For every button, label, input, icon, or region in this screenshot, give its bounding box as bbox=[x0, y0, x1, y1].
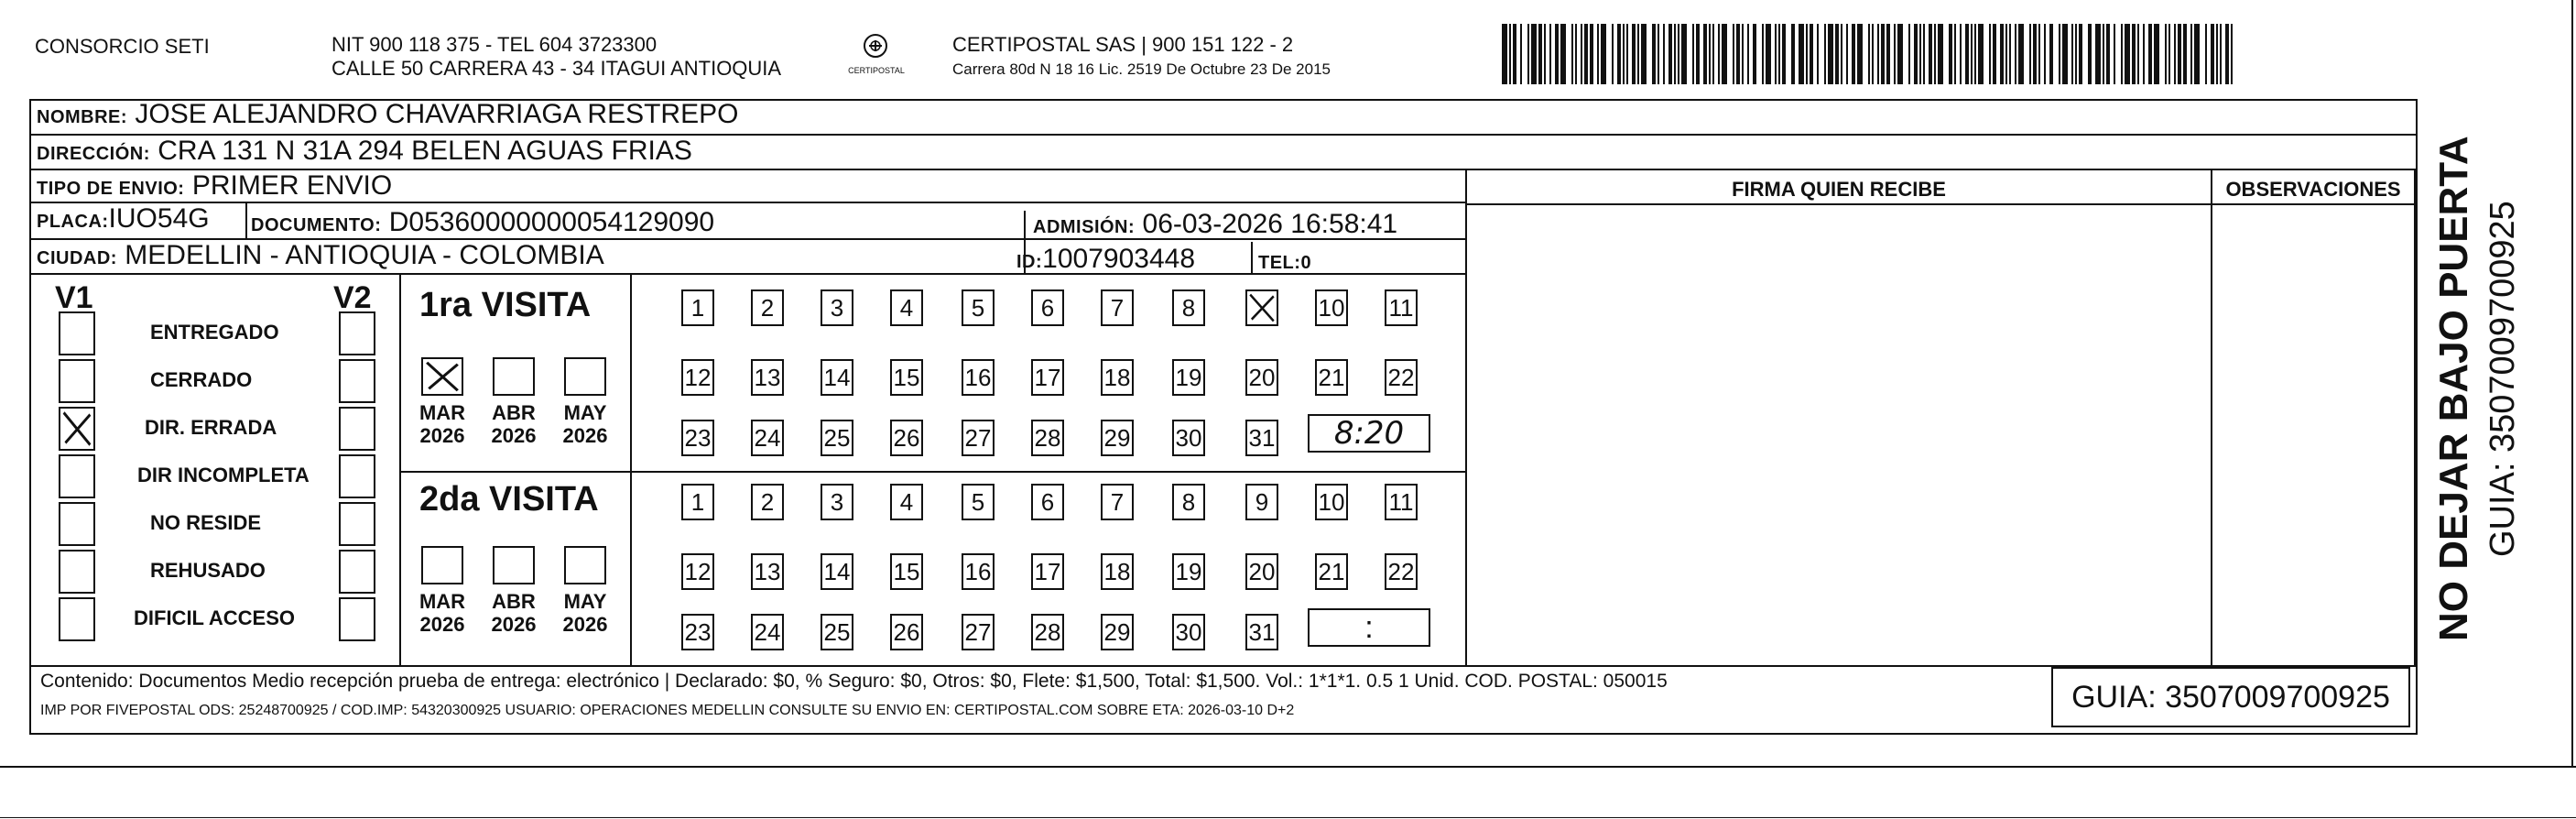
barcode-bar bbox=[2125, 24, 2130, 84]
barcode-bar bbox=[1965, 24, 1969, 84]
day-box[interactable]: 23 bbox=[681, 420, 714, 456]
barcode-bar bbox=[1960, 24, 1962, 84]
day-box[interactable]: 28 bbox=[1031, 614, 1064, 650]
day-box[interactable]: 26 bbox=[890, 420, 923, 456]
v1-checkbox[interactable] bbox=[59, 407, 95, 451]
barcode-bar bbox=[1597, 24, 1599, 84]
barcode-bar bbox=[1877, 24, 1879, 84]
barcode-bar bbox=[1668, 24, 1672, 84]
nombre-label: NOMBRE: bbox=[37, 107, 128, 127]
id-value: 1007903448 bbox=[1042, 244, 1196, 274]
day-box[interactable]: 27 bbox=[962, 420, 995, 456]
tel-label: TEL: bbox=[1258, 253, 1301, 273]
barcode-bar bbox=[2000, 24, 2004, 84]
day-box[interactable]: 10 bbox=[1315, 289, 1348, 326]
v2-checkbox[interactable] bbox=[339, 550, 375, 594]
barcode-bar bbox=[1766, 24, 1771, 84]
barcode-bar bbox=[2121, 24, 2123, 84]
barcode-bar bbox=[1923, 24, 1925, 84]
admision-cell bbox=[1033, 209, 1397, 243]
barcode-bar bbox=[2205, 24, 2207, 84]
v1-header: V1 bbox=[55, 280, 93, 315]
direccion-row bbox=[29, 136, 2418, 170]
v2-checkbox[interactable] bbox=[339, 407, 375, 451]
month-name: MAR bbox=[418, 401, 466, 424]
barcode-bar bbox=[1949, 24, 1952, 84]
admision-label: ADMISIÓN: bbox=[1033, 217, 1136, 237]
tel-value: 0 bbox=[1300, 253, 1312, 273]
address-line: CALLE 50 CARRERA 43 - 34 ITAGUI ANTIOQUIA bbox=[332, 57, 782, 80]
visit2-time-value: : bbox=[1364, 610, 1374, 645]
barcode-bar bbox=[2194, 24, 2200, 84]
divider bbox=[399, 471, 1467, 473]
certipostal-line: CERTIPOSTAL SAS | 900 151 122 - 2 bbox=[952, 33, 1294, 56]
id-label: ID: bbox=[1016, 252, 1043, 272]
day-box[interactable]: 19 bbox=[1172, 553, 1205, 590]
barcode-bar bbox=[1914, 24, 1918, 84]
day-box[interactable] bbox=[1245, 289, 1278, 326]
barcode-bar bbox=[1513, 24, 1516, 84]
day-box[interactable]: 18 bbox=[1101, 359, 1134, 396]
month-year: 2026 bbox=[562, 424, 608, 447]
barcode-bar bbox=[1581, 24, 1582, 84]
barcode-bar bbox=[2216, 24, 2218, 84]
barcode-bar bbox=[1993, 24, 1996, 84]
admision-value: 06-03-2026 16:58:41 bbox=[1142, 209, 1398, 239]
barcode-bar bbox=[1652, 24, 1656, 84]
day-box[interactable]: 4 bbox=[890, 484, 923, 520]
barcode-bar bbox=[2114, 24, 2115, 84]
day-box[interactable]: 3 bbox=[821, 289, 853, 326]
barcode-bar bbox=[2148, 24, 2152, 84]
barcode-bar bbox=[1718, 24, 1720, 84]
day-box[interactable]: 2 bbox=[751, 289, 784, 326]
day-box[interactable]: 24 bbox=[751, 420, 784, 456]
page-edge bbox=[0, 766, 2576, 768]
company-name: CONSORCIO SETI bbox=[35, 35, 210, 58]
barcode-bar bbox=[2143, 24, 2145, 84]
month-label bbox=[412, 401, 473, 447]
day-box[interactable]: 23 bbox=[681, 614, 714, 650]
day-box[interactable]: 24 bbox=[751, 614, 784, 650]
day-box[interactable]: 15 bbox=[890, 359, 923, 396]
barcode-bar bbox=[1709, 24, 1711, 84]
id-cell bbox=[1016, 244, 1195, 278]
divider bbox=[245, 203, 247, 240]
visit2-time[interactable] bbox=[1308, 608, 1430, 647]
barcode-bar bbox=[2165, 24, 2167, 84]
barcode-bar bbox=[1908, 24, 1910, 84]
barcode-bar bbox=[1590, 24, 1593, 84]
barcode-bar bbox=[1974, 24, 1976, 84]
barcode-bar bbox=[1824, 24, 1826, 84]
month-label bbox=[555, 590, 615, 636]
day-box[interactable]: 16 bbox=[962, 553, 995, 590]
barcode-bar bbox=[2009, 24, 2011, 84]
day-box[interactable]: 29 bbox=[1101, 420, 1134, 456]
status-label: ENTREGADO bbox=[150, 321, 279, 344]
barcode-bar bbox=[1806, 24, 1808, 84]
barcode-bar bbox=[1502, 24, 1507, 84]
month-name: MAR bbox=[418, 590, 466, 613]
contenido-text: Contenido: Documentos Medio recepción prueba de entrega: electrónico | Declarado: $0, % Seguro: $0, Otros: $0, Flete: $1,500, Total: $1,500. Vol.: 1*1*1. 0.5 1 Unid. COD. POSTAL: 050015 bbox=[40, 671, 1668, 692]
month-label bbox=[555, 401, 615, 447]
barcode-bar bbox=[1678, 24, 1679, 84]
month-year: 2026 bbox=[491, 613, 537, 636]
month-name: ABR bbox=[492, 590, 536, 613]
status-label: DIR. ERRADA bbox=[145, 416, 277, 439]
status-label: DIR INCOMPLETA bbox=[137, 464, 310, 486]
barcode-bar bbox=[1872, 24, 1874, 84]
barcode-bar bbox=[1641, 24, 1647, 84]
barcode-bar bbox=[1560, 24, 1566, 84]
barcode-bar bbox=[2225, 24, 2229, 84]
barcode-bar bbox=[1778, 24, 1780, 84]
barcode-bar bbox=[2015, 24, 2016, 84]
day-box[interactable]: 14 bbox=[821, 553, 853, 590]
barcode-bar bbox=[1681, 24, 1687, 84]
barcode-bar bbox=[1658, 24, 1659, 84]
barcode-bar bbox=[2088, 24, 2092, 84]
barcode-bar bbox=[1601, 24, 1606, 84]
barcode-bar bbox=[1527, 24, 1529, 84]
barcode-bar bbox=[1509, 24, 1511, 84]
barcode-bar bbox=[1791, 24, 1795, 84]
barcode-bar bbox=[2071, 24, 2073, 84]
ciudad-label: CIUDAD: bbox=[37, 248, 117, 268]
day-box[interactable]: 30 bbox=[1172, 420, 1205, 456]
day-box[interactable]: 6 bbox=[1031, 484, 1064, 520]
barcode-bar bbox=[1612, 24, 1614, 84]
barcode-bar bbox=[1617, 24, 1621, 84]
barcode-bar bbox=[2005, 24, 2007, 84]
divider bbox=[630, 275, 632, 471]
visit2-title: 2da VISITA bbox=[419, 480, 599, 519]
guia-box: GUIA: 3507009700925 bbox=[2051, 667, 2410, 727]
day-box[interactable]: 21 bbox=[1315, 359, 1348, 396]
day-box[interactable]: 13 bbox=[751, 553, 784, 590]
observaciones-header: OBSERVACIONES bbox=[2225, 178, 2401, 201]
v2-checkbox[interactable] bbox=[339, 597, 375, 641]
month-checkbox[interactable] bbox=[421, 546, 463, 584]
month-name: ABR bbox=[492, 401, 536, 424]
barcode-bar bbox=[2018, 24, 2024, 84]
divider bbox=[1465, 170, 1467, 665]
barcode-bar bbox=[2075, 24, 2077, 84]
month-year: 2026 bbox=[419, 613, 465, 636]
barcode-bar bbox=[1538, 24, 1542, 84]
barcode-bar bbox=[1663, 24, 1665, 84]
month-label bbox=[484, 401, 544, 447]
day-box[interactable]: 22 bbox=[1385, 359, 1418, 396]
month-name: MAY bbox=[563, 401, 607, 424]
barcode-bar bbox=[1894, 24, 1896, 84]
placa-label: PLACA: bbox=[37, 212, 109, 232]
day-box[interactable]: 18 bbox=[1101, 553, 1134, 590]
month-checkbox[interactable] bbox=[493, 546, 535, 584]
month-name: MAY bbox=[563, 590, 607, 613]
documento-label: DOCUMENTO: bbox=[251, 215, 382, 235]
barcode-bar bbox=[1674, 24, 1676, 84]
day-box[interactable]: 13 bbox=[751, 359, 784, 396]
barcode-bar bbox=[1531, 24, 1537, 84]
day-box[interactable]: 31 bbox=[1245, 420, 1278, 456]
v2-checkbox[interactable] bbox=[339, 454, 375, 498]
day-box[interactable]: 4 bbox=[890, 289, 923, 326]
month-checkbox[interactable] bbox=[493, 357, 535, 396]
barcode-bar bbox=[1868, 24, 1870, 84]
visit1-time-value: 8:20 bbox=[1333, 415, 1405, 452]
day-box[interactable]: 22 bbox=[1385, 553, 1418, 590]
day-box[interactable]: 1 bbox=[681, 484, 714, 520]
firma-header: FIRMA QUIEN RECIBE bbox=[1732, 178, 1946, 201]
imp-text: IMP POR FIVEPOSTAL ODS: 25248700925 / COD.IMP: 54320300925 USUARIO: OPERACIONES MEDELLIN CONSULTE SU ENVIO EN: CERTIPOSTAL.COM SOBRE ETA: 2026-03-10 D+2 bbox=[40, 703, 1295, 718]
page-edge bbox=[0, 817, 2576, 818]
day-box[interactable]: 6 bbox=[1031, 289, 1064, 326]
day-box[interactable]: 5 bbox=[962, 289, 995, 326]
status-label: NO RESIDE bbox=[150, 511, 262, 534]
tel-cell bbox=[1258, 246, 1311, 278]
day-box[interactable]: 21 bbox=[1315, 553, 1348, 590]
barcode-bar bbox=[1817, 24, 1819, 84]
barcode-bar bbox=[1810, 24, 1813, 84]
v1-checkbox[interactable] bbox=[59, 597, 95, 641]
day-box[interactable]: 16 bbox=[962, 359, 995, 396]
barcode-bar bbox=[1799, 24, 1804, 84]
barcode-bar bbox=[2059, 24, 2060, 84]
barcode-bar bbox=[2049, 24, 2053, 84]
day-box[interactable]: 29 bbox=[1101, 614, 1134, 650]
barcode-bar bbox=[1637, 24, 1639, 84]
direccion-label: DIRECCIÓN: bbox=[37, 144, 150, 164]
day-box[interactable]: 5 bbox=[962, 484, 995, 520]
barcode-bar bbox=[1623, 24, 1625, 84]
day-box[interactable]: 28 bbox=[1031, 420, 1064, 456]
divider bbox=[1251, 242, 1253, 275]
barcode-bar bbox=[1549, 24, 1551, 84]
tipo-value: PRIMER ENVIO bbox=[191, 170, 393, 201]
day-box[interactable]: 3 bbox=[821, 484, 853, 520]
barcode-bar bbox=[1929, 24, 1932, 84]
day-box[interactable]: 31 bbox=[1245, 614, 1278, 650]
day-box[interactable]: 1 bbox=[681, 289, 714, 326]
barcode-bar bbox=[1852, 24, 1855, 84]
barcode-bar bbox=[1555, 24, 1559, 84]
month-year: 2026 bbox=[419, 424, 465, 447]
tipo-label: TIPO DE ENVIO: bbox=[37, 179, 185, 199]
barcode-bar bbox=[2168, 24, 2170, 84]
barcode-bar bbox=[2033, 24, 2037, 84]
barcode-bar bbox=[1846, 24, 1848, 84]
v2-checkbox[interactable] bbox=[339, 502, 375, 546]
v2-header: V2 bbox=[333, 280, 372, 315]
day-box[interactable]: 20 bbox=[1245, 553, 1278, 590]
divider bbox=[1465, 203, 2414, 205]
day-box[interactable]: 25 bbox=[821, 420, 853, 456]
month-year: 2026 bbox=[491, 424, 537, 447]
barcode-bar bbox=[2038, 24, 2040, 84]
status-label: DIFICIL ACCESO bbox=[134, 606, 296, 629]
barcode-bar bbox=[1571, 24, 1573, 84]
barcode-bar bbox=[2062, 24, 2068, 84]
barcode-bar bbox=[2044, 24, 2046, 84]
month-label bbox=[412, 590, 473, 636]
v1-checkbox[interactable] bbox=[59, 359, 95, 403]
month-checkbox[interactable] bbox=[564, 546, 606, 584]
day-box[interactable]: 7 bbox=[1101, 484, 1134, 520]
divider bbox=[399, 275, 401, 665]
side-guia-text: GUIA: 3507009700925 bbox=[2484, 201, 2522, 557]
month-checkbox[interactable] bbox=[564, 357, 606, 396]
v2-checkbox[interactable] bbox=[339, 359, 375, 403]
day-box[interactable]: 17 bbox=[1031, 359, 1064, 396]
day-box[interactable]: 30 bbox=[1172, 614, 1205, 650]
visit1-title: 1ra VISITA bbox=[419, 286, 592, 324]
barcode bbox=[1502, 24, 2244, 84]
barcode-bar bbox=[1736, 24, 1740, 84]
day-box[interactable]: 8 bbox=[1172, 289, 1205, 326]
barcode-bar bbox=[1520, 24, 1522, 84]
barcode-bar bbox=[1828, 24, 1833, 84]
barcode-bar bbox=[1696, 24, 1700, 84]
barcode-bar bbox=[1954, 24, 1956, 84]
nit-line: NIT 900 118 375 - TEL 604 3723300 bbox=[332, 33, 658, 56]
barcode-bar bbox=[1703, 24, 1707, 84]
barcode-bar bbox=[2211, 24, 2214, 84]
month-year: 2026 bbox=[562, 613, 608, 636]
documento-value: D05360000000054129090 bbox=[388, 207, 715, 237]
tipo-row bbox=[29, 170, 1467, 203]
barcode-bar bbox=[1544, 24, 1546, 84]
documento-cell bbox=[251, 207, 714, 241]
page-edge bbox=[2571, 0, 2573, 766]
day-box[interactable]: 10 bbox=[1315, 484, 1348, 520]
barcode-bar bbox=[2220, 24, 2222, 84]
barcode-bar bbox=[1934, 24, 1936, 84]
barcode-bar bbox=[2137, 24, 2139, 84]
day-box[interactable]: 27 bbox=[962, 614, 995, 650]
barcode-bar bbox=[2103, 24, 2104, 84]
divider bbox=[2414, 170, 2416, 665]
v1-checkbox[interactable] bbox=[59, 550, 95, 594]
day-box[interactable]: 17 bbox=[1031, 553, 1064, 590]
barcode-bar bbox=[1782, 24, 1786, 84]
day-box[interactable]: 2 bbox=[751, 484, 784, 520]
day-box[interactable]: 9 bbox=[1245, 484, 1278, 520]
barcode-bar bbox=[2178, 24, 2181, 84]
barcode-bar bbox=[1881, 24, 1885, 84]
certipostal-sub: Carrera 80d N 18 16 Lic. 2519 De Octubre 23 De 2015 bbox=[952, 60, 1331, 78]
barcode-bar bbox=[2174, 24, 2176, 84]
barcode-bar bbox=[1971, 24, 1973, 84]
day-box[interactable]: 7 bbox=[1101, 289, 1134, 326]
ciudad-value: MEDELLIN - ANTIOQUIA - COLOMBIA bbox=[125, 240, 604, 270]
barcode-bar bbox=[1584, 24, 1588, 84]
v1-checkbox[interactable] bbox=[59, 454, 95, 498]
v2-checkbox[interactable] bbox=[339, 311, 375, 355]
barcode-bar bbox=[1747, 24, 1749, 84]
barcode-bar bbox=[1841, 24, 1842, 84]
barcode-bar bbox=[2106, 24, 2110, 84]
day-box[interactable]: 8 bbox=[1172, 484, 1205, 520]
no-dejar-text: NO DEJAR BAJO PUERTA bbox=[2431, 136, 2476, 641]
barcode-bar bbox=[2154, 24, 2159, 84]
day-box[interactable]: 15 bbox=[890, 553, 923, 590]
nombre-value: JOSE ALEJANDRO CHAVARRIAGA RESTREPO bbox=[135, 99, 739, 129]
barcode-bar bbox=[1897, 24, 1903, 84]
barcode-bar bbox=[2190, 24, 2192, 84]
placa-value: IUO54G bbox=[108, 203, 210, 234]
v1-checkbox[interactable] bbox=[59, 502, 95, 546]
barcode-bar bbox=[2079, 24, 2082, 84]
logo-caption: CERTIPOSTAL bbox=[848, 66, 905, 75]
barcode-bar bbox=[2029, 24, 2031, 84]
barcode-bar bbox=[1692, 24, 1694, 84]
barcode-bar bbox=[1722, 24, 1727, 84]
barcode-bar bbox=[1762, 24, 1764, 84]
day-box[interactable]: 20 bbox=[1245, 359, 1278, 396]
day-box[interactable]: 11 bbox=[1385, 289, 1418, 326]
barcode-bar bbox=[1775, 24, 1777, 84]
barcode-bar bbox=[2132, 24, 2136, 84]
month-checkbox[interactable] bbox=[421, 357, 463, 396]
day-box[interactable]: 12 bbox=[681, 359, 714, 396]
barcode-bar bbox=[1886, 24, 1890, 84]
barcode-bar bbox=[2095, 24, 2101, 84]
barcode-bar bbox=[1626, 24, 1628, 84]
barcode-bar bbox=[1575, 24, 1577, 84]
day-box[interactable]: 19 bbox=[1172, 359, 1205, 396]
divider bbox=[630, 471, 632, 665]
barcode-bar bbox=[1857, 24, 1863, 84]
barcode-bar bbox=[1742, 24, 1744, 84]
barcode-bar bbox=[1919, 24, 1921, 84]
day-box[interactable]: 11 bbox=[1385, 484, 1418, 520]
barcode-bar bbox=[2183, 24, 2187, 84]
barcode-bar bbox=[1632, 24, 1636, 84]
barcode-bar bbox=[2231, 24, 2233, 84]
month-label bbox=[484, 590, 544, 636]
status-label: CERRADO bbox=[150, 368, 253, 391]
day-box[interactable]: 14 bbox=[821, 359, 853, 396]
barcode-bar bbox=[1753, 24, 1756, 84]
barcode-bar bbox=[1978, 24, 1984, 84]
barcode-bar bbox=[1835, 24, 1839, 84]
barcode-bar bbox=[1938, 24, 1943, 84]
direccion-value: CRA 131 N 31A 294 BELEN AGUAS FRIAS bbox=[158, 136, 692, 166]
divider bbox=[2211, 170, 2212, 665]
barcode-bar bbox=[1989, 24, 1991, 84]
day-box[interactable]: 12 bbox=[681, 553, 714, 590]
barcode-bar bbox=[1733, 24, 1734, 84]
certipostal-logo-icon bbox=[857, 33, 894, 64]
status-label: REHUSADO bbox=[150, 559, 266, 582]
barcode-bar bbox=[1712, 24, 1714, 84]
nombre-row bbox=[29, 99, 2418, 136]
v1-checkbox[interactable] bbox=[59, 311, 95, 355]
visit1-time[interactable] bbox=[1308, 414, 1430, 453]
day-box[interactable]: 25 bbox=[821, 614, 853, 650]
day-box[interactable]: 26 bbox=[890, 614, 923, 650]
